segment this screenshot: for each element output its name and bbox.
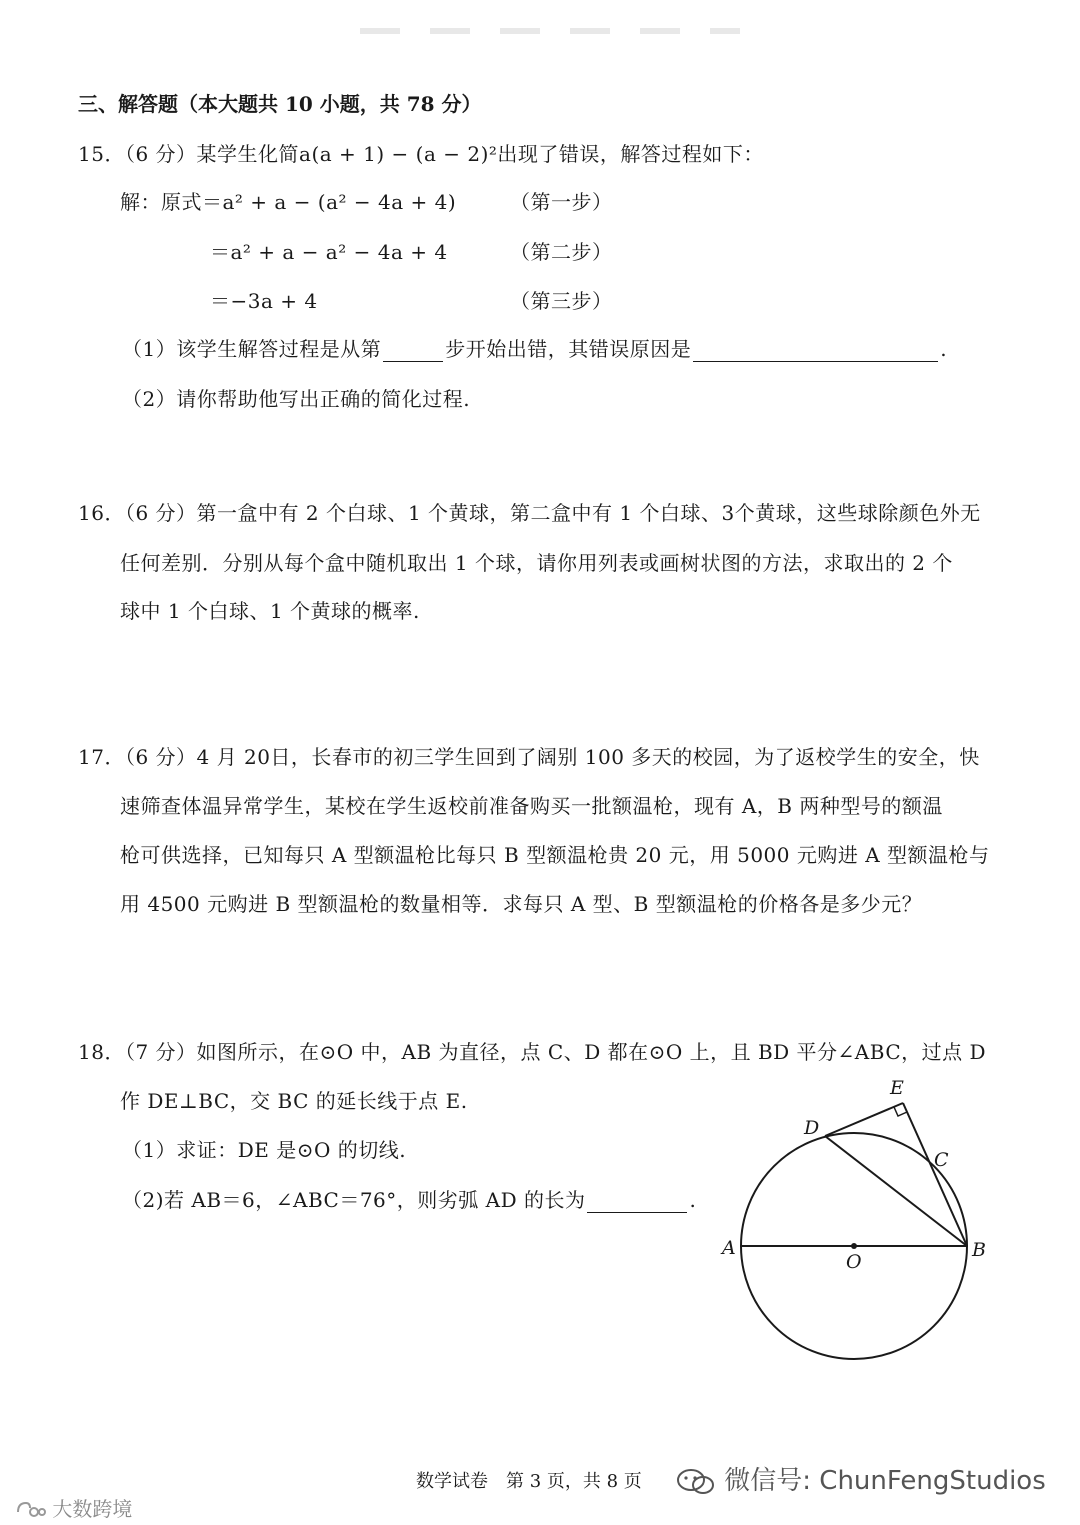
q15-step3-label: （第三步） <box>510 289 613 313</box>
label-b: B <box>972 1239 986 1261</box>
q15-step2-expr: ＝a² + a − a² − 4a + 4 <box>210 240 448 264</box>
wechat-watermark <box>676 1460 1046 1497</box>
q18-part2-text: （2)若 AB＝6，∠ABC＝76°，则劣弧 AD 的长为 <box>122 1188 586 1212</box>
q15-part1-end: . <box>940 337 948 361</box>
section-title: 三、解答题（本大题共 10 小题，共 78 分） <box>78 92 482 116</box>
q15-reason-blank[interactable] <box>693 341 938 362</box>
q15-stem: 15．（6 分）某学生化简a(a + 1) − (a − 2)²出现了错误，解答过程如下： <box>78 142 764 166</box>
wechat-id: 微信号: ChunFengStudios <box>724 1466 1046 1496</box>
segment-be <box>903 1103 967 1246</box>
page-footer: 数学试卷 第 3 页，共 8 页 <box>416 1471 642 1492</box>
label-o: O <box>846 1251 862 1273</box>
q15-part1-text-a: （1）该学生解答过程是从第 <box>122 337 382 361</box>
label-e: E <box>890 1077 904 1099</box>
q15-step1-expr: 解：原式＝a² + a − (a² − 4a + 4) <box>120 190 457 214</box>
segment-de <box>825 1103 903 1136</box>
brand-watermark <box>14 1493 132 1522</box>
q16-line1: 16．（6 分）第一盒中有 2 个白球、1 个黄球，第二盒中有 1 个白球、3个黄球，这些球除颜色外无 <box>78 501 981 525</box>
q18-part2-end: . <box>689 1188 697 1212</box>
q15-part1 <box>122 333 947 362</box>
q18-part2 <box>122 1184 696 1213</box>
q16-line3: 球中 1 个白球、1 个黄球的概率. <box>120 599 420 623</box>
q15-part2: （2）请你帮助他写出正确的简化过程. <box>122 387 471 411</box>
label-c: C <box>934 1149 949 1171</box>
q18-part1: （1）求证：DE 是⊙O 的切线. <box>122 1138 407 1162</box>
wechat-icon <box>676 1467 716 1497</box>
q18-arc-blank[interactable] <box>587 1192 687 1213</box>
q18-line1: 18．（7 分）如图所示，在⊙O 中，AB 为直径，点 C、D 都在⊙O 上，且 BD 平分∠ABC，过点 D <box>78 1040 987 1064</box>
q17-line4: 用 4500 元购进 B 型额温枪的数量相等．求每只 A 型、B 型额温枪的价格各是多少元？ <box>120 892 923 916</box>
center-dot <box>851 1243 857 1249</box>
label-a: A <box>722 1237 736 1259</box>
q15-step1-label: （第一步） <box>510 190 613 214</box>
faint-header-marks <box>360 28 740 34</box>
q15-step-blank[interactable] <box>383 341 443 362</box>
q18-line2: 作 DE⊥BC，交 BC 的延长线于点 E. <box>120 1089 468 1113</box>
q15-part1-text-b: 步开始出错，其错误原因是 <box>445 337 692 361</box>
q15-step3-expr: ＝−3a + 4 <box>210 289 318 313</box>
q16-line2: 任何差别．分别从每个盒中随机取出 1 个球，请你用列表或画树状图的方法，求取出的 2 个 <box>120 551 953 575</box>
q15-step2-label: （第二步） <box>510 240 613 264</box>
q18-geometry-figure <box>700 1060 1000 1380</box>
brand-name: 大数跨境 <box>52 1497 133 1521</box>
q17-line3: 枪可供选择，已知每只 A 型额温枪比每只 B 型额温枪贵 20 元，用 5000 元购进 A 型额温枪与 <box>120 843 990 867</box>
brand-logo-icon <box>14 1500 46 1522</box>
q17-line1: 17．（6 分）4 月 20日，长春市的初三学生回到了阔别 100 多天的校园，为了返校学生的安全，快 <box>78 745 980 769</box>
q17-line2: 速筛查体温异常学生，某校在学生返校前准备购买一批额温枪，现有 A，B 两种型号的额温 <box>120 794 943 818</box>
label-d: D <box>804 1117 820 1139</box>
